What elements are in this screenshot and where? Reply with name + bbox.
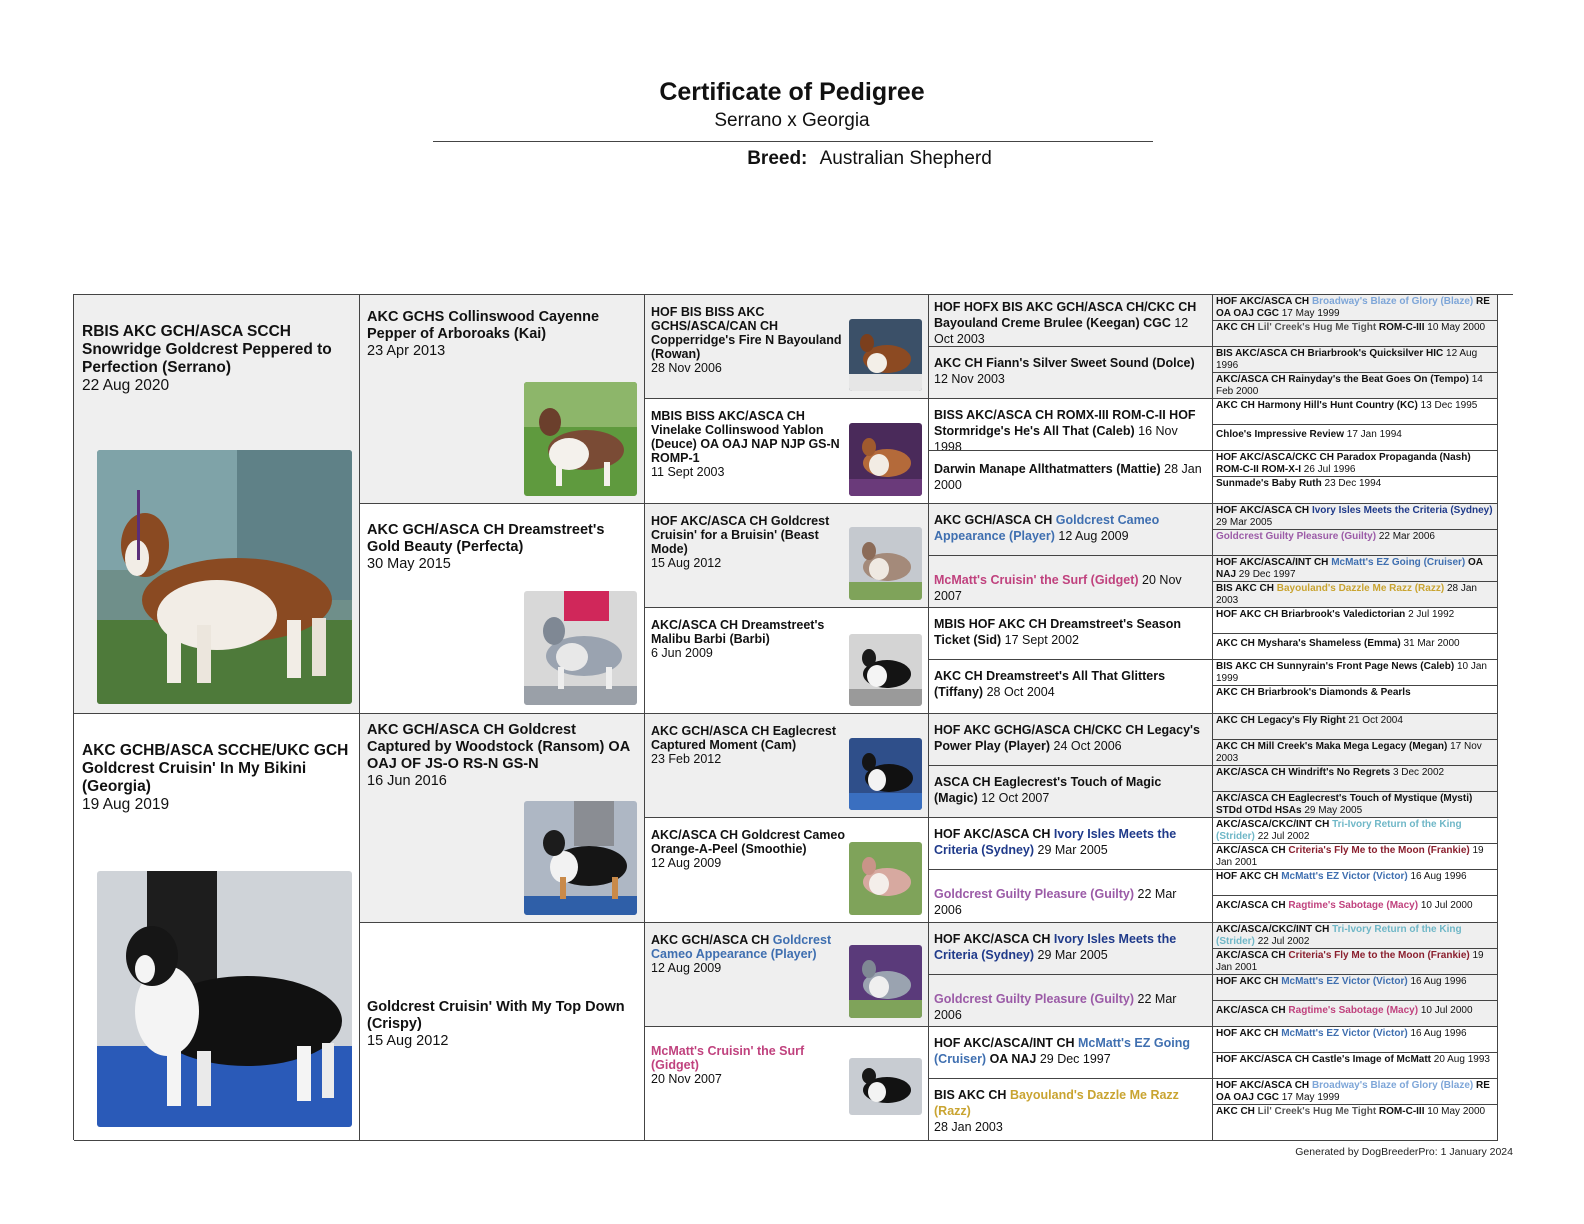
gen5-suffix-1: RE OA OAJ CGC bbox=[1216, 296, 1490, 319]
gen3-date-7: 12 Aug 2009 bbox=[651, 961, 722, 975]
gen5-name-32: Lil' Creek's Hug Me Tight bbox=[1257, 1106, 1377, 1117]
gen5-cell-31 bbox=[1213, 1079, 1498, 1105]
gen4-cell-3 bbox=[929, 399, 1213, 451]
gen5-cell-29 bbox=[1213, 1027, 1498, 1053]
gen4-date-1: 12 Oct 2003 bbox=[934, 316, 1189, 346]
gen4-prefix-15: HOF AKC/ASCA/INT CH bbox=[934, 1036, 1078, 1050]
gen1-sire-name: RBIS AKC GCH/ASCA SCCH Snowridge Goldcrest Peppered to Perfection (Serrano) bbox=[82, 323, 332, 376]
gen5-date-11: 29 Dec 1997 bbox=[1238, 568, 1296, 580]
gen4-date-9: 24 Oct 2006 bbox=[1053, 739, 1122, 753]
gen3-date-2: 11 Sept 2003 bbox=[651, 465, 725, 479]
gen5-date-25: 22 Jul 2002 bbox=[1257, 935, 1310, 947]
gen2-date-1: 23 Apr 2013 bbox=[367, 343, 446, 359]
gen5-date-5: 13 Dec 1995 bbox=[1420, 400, 1478, 411]
gen4-suffix-15: OA NAJ bbox=[986, 1052, 1037, 1066]
gen4-date-16: 28 Jan 2003 bbox=[934, 1120, 1003, 1134]
gen3-name-4: AKC/ASCA CH Dreamstreet's Malibu Barbi (Barbi) bbox=[651, 618, 825, 646]
gen5-cell-1 bbox=[1213, 295, 1498, 321]
gen3-date-5: 23 Feb 2012 bbox=[651, 752, 722, 766]
gen5-prefix-2: AKC CH bbox=[1216, 322, 1258, 333]
gen2-date-2: 30 May 2015 bbox=[367, 556, 451, 572]
gen5-prefix-30: HOF AKC/ASCA CH Castle's Image of McMatt bbox=[1216, 1054, 1431, 1065]
gen2-cell-4 bbox=[360, 923, 645, 1141]
gen5-cell-20 bbox=[1213, 792, 1498, 818]
gen5-date-20: 29 May 2005 bbox=[1304, 804, 1363, 816]
gen5-date-28: 10 Jul 2000 bbox=[1420, 1005, 1473, 1016]
gen5-date-13: 2 Jul 1992 bbox=[1408, 609, 1455, 620]
gen3-date-4: 6 Jun 2009 bbox=[651, 646, 713, 660]
gen5-prefix-4: AKC/ASCA CH Rainyday's the Beat Goes On (Tempo) bbox=[1216, 374, 1469, 385]
gen5-cell-30 bbox=[1213, 1053, 1498, 1079]
gen5-date-15: 10 Jan 1999 bbox=[1216, 661, 1487, 684]
pedigree-table bbox=[73, 294, 1513, 1140]
gen5-cell-26 bbox=[1213, 949, 1498, 975]
gen4-cell-6 bbox=[929, 556, 1213, 608]
gen5-cell-6 bbox=[1213, 425, 1498, 451]
gen5-cell-24 bbox=[1213, 896, 1498, 923]
gen2-photo-2 bbox=[524, 591, 637, 705]
gen4-date-8: 28 Oct 2004 bbox=[986, 685, 1055, 699]
gen5-name-29: McMatt's EZ Victor (Victor) bbox=[1281, 1028, 1408, 1039]
gen5-cell-22 bbox=[1213, 844, 1498, 870]
gen5-name-27: McMatt's EZ Victor (Victor) bbox=[1281, 976, 1408, 987]
gen5-prefix-29: HOF AKC CH bbox=[1216, 1028, 1282, 1039]
gen3-date-3: 15 Aug 2012 bbox=[651, 556, 722, 570]
gen3-name-6: AKC/ASCA CH Goldcrest Cameo Orange-A-Peel (Smoothie) bbox=[651, 828, 846, 856]
gen5-name-10: Goldcrest Guilty Pleasure (Guilty) bbox=[1216, 531, 1377, 542]
gen5-date-1: 17 May 1999 bbox=[1281, 307, 1340, 319]
gen4-prefix-7: MBIS HOF AKC CH Dreamstreet's Season Ticket (Sid) bbox=[934, 617, 1182, 647]
gen5-date-24: 10 Jul 2000 bbox=[1420, 900, 1473, 911]
gen5-name-26: Criteria's Fly Me to the Moon (Frankie) bbox=[1288, 950, 1470, 961]
gen5-cell-4 bbox=[1213, 373, 1498, 399]
gen5-date-21: 22 Jul 2002 bbox=[1257, 830, 1310, 842]
gen5-cell-28 bbox=[1213, 1001, 1498, 1027]
gen4-prefix-16: BIS AKC CH bbox=[934, 1088, 1010, 1102]
gen3-name-8: McMatt's Cruisin' the Surf (Gidget) bbox=[651, 1044, 805, 1072]
page-subtitle: Serrano x Georgia bbox=[714, 110, 870, 131]
gen4-cell-11 bbox=[929, 818, 1213, 870]
gen5-prefix-13: HOF AKC CH Briarbrook's Valedictorian bbox=[1216, 609, 1406, 620]
gen4-prefix-11: HOF AKC/ASCA CH bbox=[934, 827, 1054, 841]
gen5-name-9: Ivory Isles Meets the Criteria (Sydney) bbox=[1311, 505, 1493, 516]
breed-line bbox=[0, 148, 1584, 170]
gen4-cell-4 bbox=[929, 451, 1213, 504]
gen3-photo-4 bbox=[849, 634, 922, 706]
gen4-cell-14 bbox=[929, 975, 1213, 1027]
gen5-date-9: 29 Mar 2005 bbox=[1216, 516, 1273, 528]
gen5-prefix-24: AKC/ASCA CH bbox=[1216, 900, 1289, 911]
gen4-date-2: 12 Nov 2003 bbox=[934, 372, 1005, 386]
gen5-suffix-2: ROM-C-III bbox=[1376, 322, 1425, 333]
header-divider bbox=[433, 141, 1153, 142]
gen5-date-22: 19 Jan 2001 bbox=[1216, 845, 1484, 868]
gen4-name-14: Goldcrest Guilty Pleasure (Guilty) bbox=[934, 992, 1135, 1006]
gen2-name-3: AKC GCH/ASCA CH Goldcrest Captured by Woodstock (Ransom) OA OAJ OF JS-O RS-N GS-N bbox=[367, 722, 630, 772]
gen5-suffix-11: OA NAJ bbox=[1216, 557, 1483, 580]
gen5-date-4: 14 Feb 2000 bbox=[1216, 374, 1483, 397]
gen5-prefix-11: HOF AKC/ASCA/INT CH bbox=[1216, 557, 1332, 568]
gen4-name-12: Goldcrest Guilty Pleasure (Guilty) bbox=[934, 887, 1135, 901]
gen5-prefix-14: AKC CH Myshara's Shameless (Emma) bbox=[1216, 638, 1401, 649]
gen5-date-19: 3 Dec 2002 bbox=[1392, 767, 1445, 778]
gen1-dam-photo bbox=[97, 871, 352, 1127]
gen3-date-1: 28 Nov 2006 bbox=[651, 361, 722, 375]
gen4-cell-12 bbox=[929, 870, 1213, 923]
gen2-date-3: 16 Jun 2016 bbox=[367, 773, 447, 789]
gen5-cell-18 bbox=[1213, 740, 1498, 766]
gen5-cell-11 bbox=[1213, 556, 1498, 582]
gen1-dam-name: AKC GCHB/ASCA SCCHE/UKC GCH Goldcrest Cruisin' In My Bikini (Georgia) bbox=[82, 742, 349, 795]
gen5-name-11: McMatt's EZ Going (Cruiser) bbox=[1331, 557, 1466, 568]
gen5-name-12: Bayouland's Dazzle Me Razz (Razz) bbox=[1276, 583, 1445, 594]
gen5-prefix-16: AKC CH Briarbrook's Diamonds & Pearls bbox=[1216, 687, 1411, 698]
gen5-date-23: 16 Aug 1996 bbox=[1410, 871, 1467, 882]
gen5-suffix-31: RE OA OAJ CGC bbox=[1216, 1080, 1490, 1103]
gen5-prefix-7: HOF AKC/ASCA/CKC CH Paradox Propaganda (Nash) ROM-C-II ROM-X-I bbox=[1216, 452, 1471, 475]
gen4-cell-8 bbox=[929, 660, 1213, 714]
gen5-cell-9 bbox=[1213, 504, 1498, 530]
gen5-name-1: Broadway's Blaze of Glory (Blaze) bbox=[1311, 296, 1474, 307]
footer-generated: Generated by DogBreederPro: 1 January 2024 bbox=[1295, 1146, 1513, 1158]
gen4-prefix-3: BISS AKC/ASCA CH ROMX-III ROM-C-II HOF Stormridge's He's All That (Caleb) bbox=[934, 408, 1196, 438]
gen5-cell-5 bbox=[1213, 399, 1498, 425]
gen5-prefix-6: Chloe's Impressive Review bbox=[1216, 429, 1344, 440]
gen2-name-1: AKC GCHS Collinswood Cayenne Pepper of Arboroaks (Kai) bbox=[367, 309, 600, 342]
gen5-date-27: 16 Aug 1996 bbox=[1410, 976, 1467, 987]
gen3-photo-6 bbox=[849, 842, 922, 915]
gen5-name-24: Ragtime's Sabotage (Macy) bbox=[1288, 900, 1419, 911]
gen5-date-32: 10 May 2000 bbox=[1427, 1106, 1486, 1117]
gen4-prefix-5: AKC GCH/ASCA CH bbox=[934, 513, 1056, 527]
gen3-photo-5 bbox=[849, 738, 922, 810]
gen4-prefix-4: Darwin Manape Allthatmatters (Mattie) bbox=[934, 462, 1161, 476]
gen3-name-7: Goldcrest Cameo Appearance (Player) bbox=[651, 933, 832, 961]
gen3-photo-3 bbox=[849, 527, 922, 600]
gen5-prefix-1: HOF AKC/ASCA CH bbox=[1216, 296, 1312, 307]
gen4-cell-7 bbox=[929, 608, 1213, 660]
gen2-name-4: Goldcrest Cruisin' With My Top Down (Crispy) bbox=[367, 999, 625, 1032]
gen3-name-2: MBIS BISS AKC/ASCA CH Vinelake Collinswood Yablon (Deuce) OA OAJ NAP NJP GS-N ROMP-1 bbox=[651, 409, 840, 465]
gen4-cell-1 bbox=[929, 295, 1213, 347]
gen5-date-18: 17 Nov 2003 bbox=[1216, 741, 1482, 764]
gen5-prefix-3: BIS AKC/ASCA CH Briarbrook's Quicksilver HIC bbox=[1216, 348, 1444, 359]
gen4-date-3: 16 Nov 1998 bbox=[934, 424, 1178, 451]
gen5-prefix-12: BIS AKC CH bbox=[1216, 583, 1277, 594]
gen4-prefix-9: HOF AKC GCHG/ASCA CH/CKC CH Legacy's Power Play (Player) bbox=[934, 723, 1200, 753]
gen4-name-16: Bayouland's Dazzle Me Razz (Razz) bbox=[934, 1088, 1179, 1118]
gen4-date-13: 29 Mar 2005 bbox=[1037, 948, 1108, 962]
gen5-prefix-31: HOF AKC/ASCA CH bbox=[1216, 1080, 1312, 1091]
gen4-date-4: 28 Jan 2000 bbox=[934, 462, 1202, 492]
gen5-date-17: 21 Oct 2004 bbox=[1348, 715, 1403, 726]
gen5-prefix-20: AKC/ASCA CH Eaglecrest's Touch of Mystique (Mysti) STDd OTDd HSAs bbox=[1216, 793, 1473, 816]
gen4-cell-13 bbox=[929, 923, 1213, 975]
gen5-prefix-25: AKC/ASCA/CKC/INT CH bbox=[1216, 924, 1333, 935]
gen3-name-1: HOF BIS BISS AKC GCHS/ASCA/CAN CH Copperridge's Fire N Bayouland (Rowan) bbox=[651, 305, 842, 361]
gen5-cell-3 bbox=[1213, 347, 1498, 373]
gen4-name-15: McMatt's EZ Going (Cruiser) bbox=[934, 1036, 1190, 1066]
gen5-cell-17 bbox=[1213, 714, 1498, 740]
gen5-date-2: 10 May 2000 bbox=[1427, 322, 1486, 333]
gen5-cell-27 bbox=[1213, 975, 1498, 1001]
gen5-prefix-18: AKC CH Mill Creek's Maka Mega Legacy (Megan) bbox=[1216, 741, 1448, 752]
gen4-name-5: Goldcrest Cameo Appearance (Player) bbox=[934, 513, 1160, 543]
gen4-prefix-2: AKC CH Fiann's Silver Sweet Sound (Dolce) bbox=[934, 356, 1195, 370]
gen4-cell-2 bbox=[929, 347, 1213, 399]
breed-value: Australian Shepherd bbox=[819, 148, 992, 169]
gen2-photo-3 bbox=[524, 801, 637, 915]
gen5-cell-2 bbox=[1213, 321, 1498, 347]
gen5-cell-7 bbox=[1213, 451, 1498, 477]
gen4-name-11: Ivory Isles Meets the Criteria (Sydney) bbox=[934, 827, 1177, 857]
gen4-name-13: Ivory Isles Meets the Criteria (Sydney) bbox=[934, 932, 1177, 962]
gen5-prefix-8: Sunmade's Baby Ruth bbox=[1216, 478, 1322, 489]
breed-label: Breed: bbox=[747, 148, 808, 169]
gen2-name-2: AKC GCH/ASCA CH Dreamstreet's Gold Beauty (Perfecta) bbox=[367, 522, 605, 555]
gen5-cell-10 bbox=[1213, 530, 1498, 556]
gen2-date-4: 15 Aug 2012 bbox=[367, 1033, 449, 1049]
gen5-cell-21 bbox=[1213, 818, 1498, 844]
gen3-photo-1 bbox=[849, 319, 922, 391]
gen4-cell-16 bbox=[929, 1079, 1213, 1141]
gen5-cell-14 bbox=[1213, 634, 1498, 660]
gen4-cell-15 bbox=[929, 1027, 1213, 1079]
gen5-cell-13 bbox=[1213, 608, 1498, 634]
gen4-cell-9 bbox=[929, 714, 1213, 766]
gen4-date-11: 29 Mar 2005 bbox=[1037, 843, 1108, 857]
gen5-cell-12 bbox=[1213, 582, 1498, 608]
gen5-name-2: Lil' Creek's Hug Me Tight bbox=[1257, 322, 1377, 333]
gen5-cell-8 bbox=[1213, 477, 1498, 504]
gen4-prefix-8: AKC CH Dreamstreet's All That Glitters (Tiffany) bbox=[934, 669, 1166, 699]
gen5-date-26: 19 Jan 2001 bbox=[1216, 950, 1484, 973]
gen1-sire-photo bbox=[97, 450, 352, 704]
gen5-name-28: Ragtime's Sabotage (Macy) bbox=[1288, 1005, 1419, 1016]
gen5-cell-32 bbox=[1213, 1105, 1498, 1141]
gen4-prefix-1: HOF HOFX BIS AKC GCH/ASCA CH/CKC CH Bayouland Creme Brulee (Keegan) CGC bbox=[934, 300, 1197, 330]
gen1-sire-date: 22 Aug 2020 bbox=[82, 377, 170, 394]
gen3-photo-8 bbox=[849, 1058, 922, 1115]
gen5-name-23: McMatt's EZ Victor (Victor) bbox=[1281, 871, 1408, 882]
gen5-date-12: 28 Jan 2003 bbox=[1216, 583, 1477, 606]
gen5-date-30: 20 Aug 1993 bbox=[1433, 1054, 1490, 1065]
gen5-prefix-21: AKC/ASCA/CKC/INT CH bbox=[1216, 819, 1333, 830]
gen4-date-10: 12 Oct 2007 bbox=[981, 791, 1050, 805]
gen5-cell-19 bbox=[1213, 766, 1498, 792]
gen5-date-7: 26 Jul 1996 bbox=[1303, 463, 1356, 475]
gen5-prefix-23: HOF AKC CH bbox=[1216, 871, 1282, 882]
gen5-prefix-19: AKC/ASCA CH Windrift's No Regrets bbox=[1216, 767, 1391, 778]
gen5-prefix-15: BIS AKC CH Sunnyrain's Front Page News (Caleb) bbox=[1216, 661, 1455, 672]
gen4-date-14: 22 Mar 2006 bbox=[934, 992, 1177, 1022]
gen3-date-8: 20 Nov 2007 bbox=[651, 1072, 722, 1086]
gen4-date-6: 20 Nov 2007 bbox=[934, 573, 1182, 603]
gen5-date-6: 17 Jan 1994 bbox=[1346, 429, 1402, 440]
gen5-cell-25 bbox=[1213, 923, 1498, 949]
gen5-name-22: Criteria's Fly Me to the Moon (Frankie) bbox=[1288, 845, 1470, 856]
gen5-date-31: 17 May 1999 bbox=[1281, 1091, 1340, 1103]
gen5-name-31: Broadway's Blaze of Glory (Blaze) bbox=[1311, 1080, 1474, 1091]
gen4-date-15: 29 Dec 1997 bbox=[1039, 1052, 1111, 1066]
gen4-date-7: 17 Sept 2002 bbox=[1004, 633, 1080, 647]
gen5-date-3: 12 Aug 1996 bbox=[1216, 348, 1478, 371]
gen5-prefix-22: AKC/ASCA CH bbox=[1216, 845, 1289, 856]
gen5-suffix-32: ROM-C-III bbox=[1376, 1106, 1425, 1117]
gen3-name-5: AKC GCH/ASCA CH Eaglecrest Captured Moment (Cam) bbox=[651, 724, 836, 752]
gen3-photo-2 bbox=[849, 423, 922, 496]
gen5-prefix-28: AKC/ASCA CH bbox=[1216, 1005, 1289, 1016]
gen3-photo-7 bbox=[849, 945, 922, 1018]
gen4-cell-5 bbox=[929, 504, 1213, 556]
gen5-name-21: Tri-Ivory Return of the King (Strider) bbox=[1216, 819, 1462, 842]
gen5-prefix-5: AKC CH Harmony Hill's Hunt Country (KC) bbox=[1216, 400, 1418, 411]
gen5-date-14: 31 Mar 2000 bbox=[1403, 638, 1460, 649]
gen4-cell-10 bbox=[929, 766, 1213, 818]
gen4-date-5: 12 Aug 2009 bbox=[1058, 529, 1129, 543]
gen5-date-8: 23 Dec 1994 bbox=[1324, 478, 1382, 489]
gen3-prefix-7: AKC GCH/ASCA CH bbox=[651, 933, 773, 947]
gen5-date-10: 22 Mar 2006 bbox=[1378, 531, 1435, 542]
gen4-prefix-13: HOF AKC/ASCA CH bbox=[934, 932, 1054, 946]
gen5-cell-23 bbox=[1213, 870, 1498, 896]
gen4-date-12: 22 Mar 2006 bbox=[934, 887, 1177, 917]
gen5-prefix-26: AKC/ASCA CH bbox=[1216, 950, 1289, 961]
gen5-name-25: Tri-Ivory Return of the King (Strider) bbox=[1216, 924, 1462, 947]
gen5-cell-16 bbox=[1213, 686, 1498, 714]
gen5-prefix-27: HOF AKC CH bbox=[1216, 976, 1282, 987]
gen5-prefix-32: AKC CH bbox=[1216, 1106, 1258, 1117]
gen1-dam-date: 19 Aug 2019 bbox=[82, 796, 170, 813]
gen4-name-6: McMatt's Cruisin' the Surf (Gidget) bbox=[934, 573, 1139, 587]
gen5-date-29: 16 Aug 1996 bbox=[1410, 1028, 1467, 1039]
gen4-prefix-10: ASCA CH Eaglecrest's Touch of Magic (Magic) bbox=[934, 775, 1162, 805]
gen2-photo-1 bbox=[524, 382, 637, 496]
gen5-prefix-17: AKC CH Legacy's Fly Right bbox=[1216, 715, 1346, 726]
gen3-name-3: HOF AKC/ASCA CH Goldcrest Cruisin' for a Bruisin' (Beast Mode) bbox=[651, 514, 830, 556]
gen5-cell-15 bbox=[1213, 660, 1498, 686]
gen3-date-6: 12 Aug 2009 bbox=[651, 856, 722, 870]
page-title: Certificate of Pedigree bbox=[659, 78, 925, 106]
gen5-prefix-9: HOF AKC/ASCA CH bbox=[1216, 505, 1312, 516]
